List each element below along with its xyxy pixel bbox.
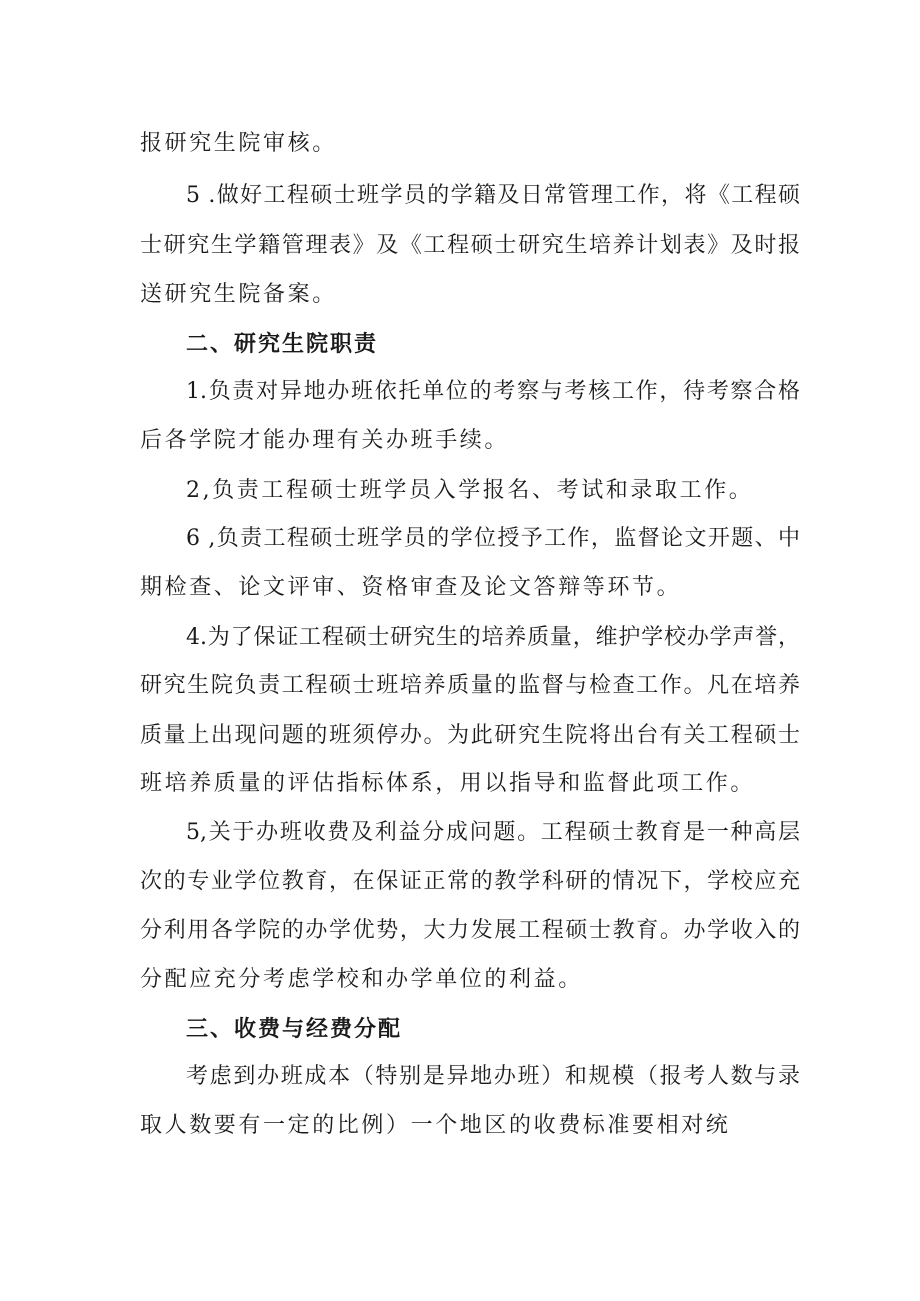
paragraph-continuation-line: 报研究生院审核。: [140, 131, 337, 156]
section-2-item-5-line: 次的专业学位教育，在保证正常的教学科研的情况下，学校应充: [140, 869, 800, 894]
item-5-line: 士研究生学籍管理表》及《工程硕士研究生培养计划表》及时报: [140, 233, 800, 258]
section-2-item-5-line: 5,关于办班收费及利益分成问题。工程硕士教育是一种高层: [186, 820, 800, 845]
section-2-item-3-line: 期检查、论文评审、资格审查及论文答辩等环节。: [140, 575, 682, 600]
section-2-item-5-line: 分配应充分考虑学校和办学单位的利益。: [140, 967, 583, 992]
section-2-item-1-line: 后各学院才能办理有关办班手续。: [140, 428, 510, 453]
section-2-item-4-line: 研究生院负责工程硕士班培养质量的监督与检查工作。凡在培养: [140, 673, 800, 698]
section-3-heading: 三、收费与经费分配: [186, 1017, 403, 1042]
section-2-item-4-line: 班培养质量的评估指标体系，用以指导和监督此项工作。: [140, 771, 756, 796]
section-3-paragraph-line: 取人数要有一定的比例）一个地区的收费标准要相对统: [140, 1113, 731, 1138]
section-2-item-2-line: 2,负责工程硕士班学员入学报名、考试和录取工作。: [186, 478, 754, 503]
section-2-item-4-line: 质量上出现问题的班须停办。为此研究生院将出台有关工程硕士: [140, 723, 800, 748]
item-5-line: 送研究生院备案。: [140, 282, 337, 307]
item-5-line: 5 .做好工程硕士班学员的学籍及日常管理工作，将《工程硕: [186, 183, 800, 208]
section-2-item-5-line: 分利用各学院的办学优势，大力发展工程硕士教育。办学收入的: [140, 918, 800, 943]
section-3-paragraph-line: 考虑到办班成本（特别是异地办班）和规模（报考人数与录: [186, 1064, 800, 1089]
section-2-item-1-line: 1.负责对异地办班依托单位的考察与考核工作，待考察合格: [186, 379, 800, 404]
section-2-heading: 二、研究生院职责: [186, 332, 379, 357]
section-2-item-3-line: 6 ,负责工程硕士班学员的学位授予工作，监督论文开题、中: [186, 526, 800, 551]
section-2-item-4-line: 4.为了保证工程硕士研究生的培养质量，维护学校办学声誉，: [186, 625, 800, 650]
